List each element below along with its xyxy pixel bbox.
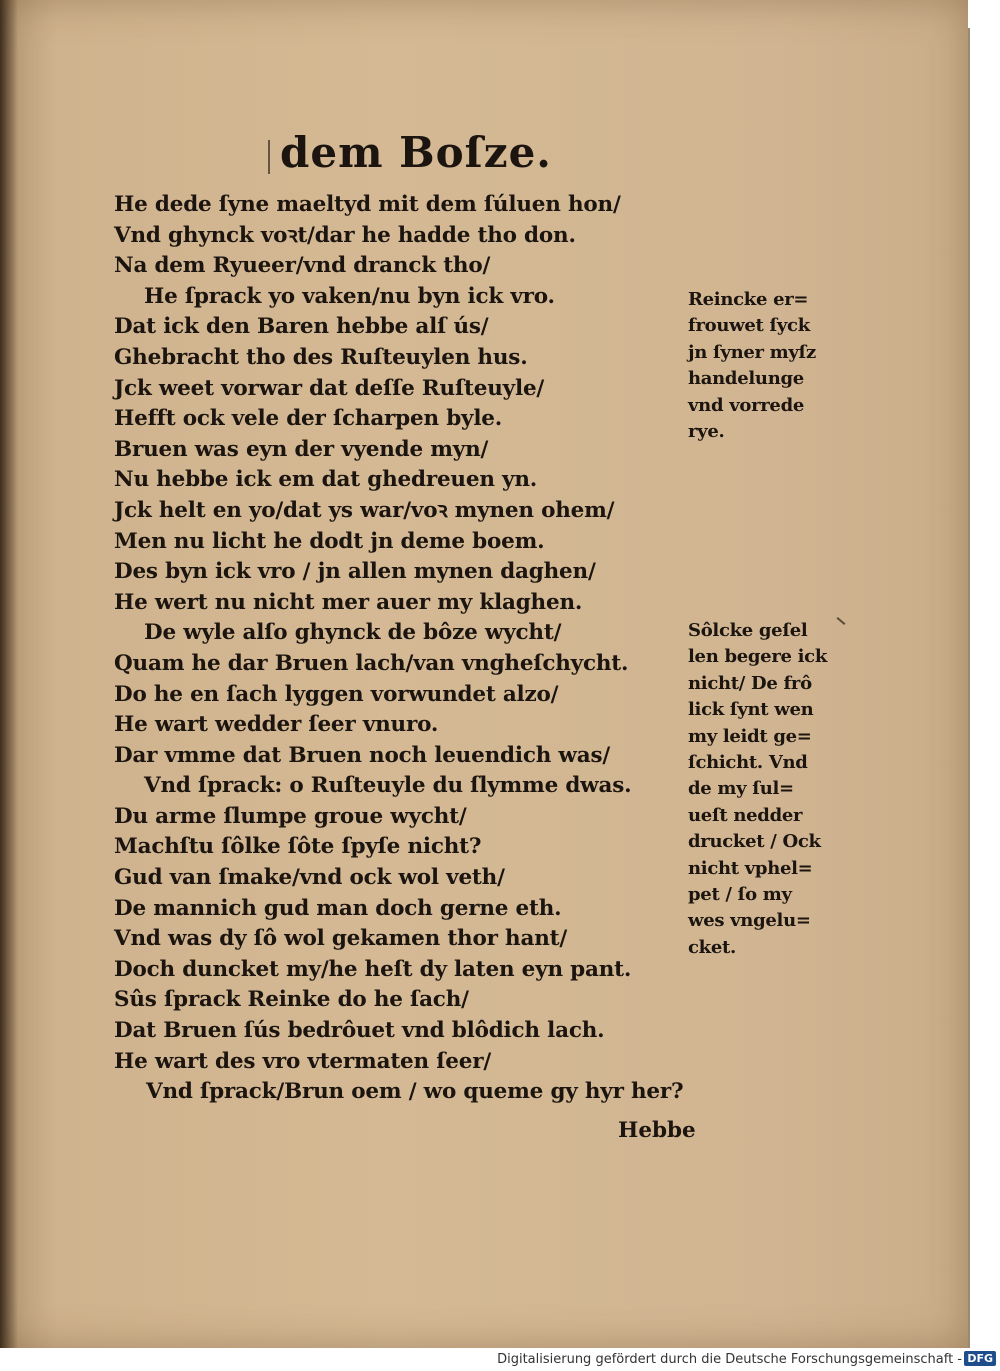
verse-line: Men nu licht he dodt jn deme boem. bbox=[114, 528, 545, 554]
verse-line: Jck helt en yo/dat ys war/voꝛ mynen ohem/ bbox=[114, 497, 615, 523]
gloss-line: handelunge bbox=[688, 368, 804, 390]
verse-line: He wert nu nicht mer auer my klaghen. bbox=[114, 589, 583, 615]
verse-line: Bruen was eyn der vyende myn/ bbox=[114, 436, 489, 462]
verse-line: Hefft ock vele der ſcharpen byle. bbox=[114, 406, 503, 432]
verse-line: Des byn ick vro / jn allen mynen daghen/ bbox=[114, 559, 596, 585]
verse-line: Do he en ſach lyggen vorwundet alzo/ bbox=[114, 681, 559, 707]
gloss-line: drucket / Ock bbox=[688, 831, 821, 853]
running-title: dem Boſze. bbox=[280, 128, 552, 177]
gloss-line: pet / ſo my bbox=[688, 883, 792, 905]
funding-credit: Digitalisierung gefördert durch die Deutsche Forschungsgemeinschaft - bbox=[497, 1352, 962, 1367]
dfg-logo[interactable]: DFG bbox=[964, 1351, 996, 1366]
verse-line: He wart wedder ſeer vnuro. bbox=[114, 712, 439, 738]
gloss-line: rye. bbox=[688, 420, 725, 442]
verse-line: Vnd ghynck voꝛt/dar he hadde tho don. bbox=[114, 222, 576, 248]
catchword: Hebbe bbox=[618, 1118, 696, 1143]
verse-line: Vnd was dy ſô wol gekamen thor hant/ bbox=[114, 926, 568, 952]
gloss-line: Reincke er= bbox=[688, 289, 809, 310]
marginal-gloss-2 bbox=[688, 618, 838, 961]
gloss-line: ſchicht. Vnd bbox=[688, 751, 808, 773]
verse-line: Doch duncket my/he heſt dy laten eyn pant. bbox=[114, 956, 632, 982]
page-right-margin bbox=[968, 0, 1000, 1348]
gloss-line: nicht vphel= bbox=[688, 857, 813, 879]
verse-line: Jck weet vorwar dat deſſe Ruſteuyle/ bbox=[114, 375, 545, 401]
verse-line: De wyle alſo ghynck de bôze wycht/ bbox=[144, 620, 562, 646]
verse-line: Dat Bruen ſús bedrôuet vnd blôdich lach. bbox=[114, 1018, 605, 1044]
gloss-line: Sôlcke geſel bbox=[688, 620, 808, 641]
footer-bar bbox=[0, 1348, 1000, 1371]
gloss-line: ueſt nedder bbox=[688, 804, 803, 826]
gloss-line: vnd vorrede bbox=[688, 394, 805, 416]
gloss-line: jn ſyner myſz bbox=[688, 341, 816, 363]
verse-line: Gud van ſmake/vnd ock wol veth/ bbox=[114, 865, 505, 891]
gloss-line: cket. bbox=[688, 936, 736, 958]
gloss-line: len begere ick bbox=[688, 646, 827, 668]
verse-line: Dat ick den Baren hebbe alſ ús/ bbox=[114, 314, 489, 340]
verse-line: Dar vmme dat Bruen noch leuendich was/ bbox=[114, 742, 611, 768]
gloss-line: frouwet ſyck bbox=[688, 315, 810, 337]
verse-line: Machſtu ſôlke ſôte ſpyſe nicht? bbox=[114, 834, 482, 860]
verse-line: He ſprack yo vaken/nu byn ick vro. bbox=[144, 283, 555, 309]
verse-line: He wart des vro vtermaten ſeer/ bbox=[114, 1048, 492, 1074]
verse-line: Na dem Ryueer/vnd dranck tho/ bbox=[114, 253, 491, 279]
verse-line: Quam he dar Bruen lach/van vngheſchycht. bbox=[114, 650, 629, 676]
verse-text-block bbox=[114, 190, 714, 1108]
title-mark bbox=[268, 140, 270, 174]
gloss-line: lick ſynt wen bbox=[688, 699, 814, 721]
verse-line: Sûs ſprack Reinke do he ſach/ bbox=[114, 987, 469, 1013]
marginal-gloss-1 bbox=[688, 287, 838, 445]
verse-line: Vnd ſprack/Brun oem / wo queme gy hyr her? bbox=[146, 1079, 684, 1105]
gloss-line: wes vngelu= bbox=[688, 910, 811, 932]
gloss-line: my leidt ge= bbox=[688, 725, 812, 747]
gloss-line: de my ſul= bbox=[688, 778, 794, 800]
verse-line: Vnd ſprack: o Ruſteuyle du ſlymme dwas. bbox=[144, 773, 632, 799]
verse-line: Ghebracht tho des Ruſteuylen hus. bbox=[114, 344, 528, 370]
verse-line: De mannich gud man doch gerne eth. bbox=[114, 895, 562, 921]
verse-line: Nu hebbe ick em dat ghedreuen yn. bbox=[114, 467, 538, 493]
verse-line: Du arme ſlumpe groue wycht/ bbox=[114, 803, 467, 829]
gloss-line: nicht/ De frô bbox=[688, 672, 812, 694]
verse-line: He dede ſyne maeltyd mit dem ſúluen hon/ bbox=[114, 192, 621, 217]
